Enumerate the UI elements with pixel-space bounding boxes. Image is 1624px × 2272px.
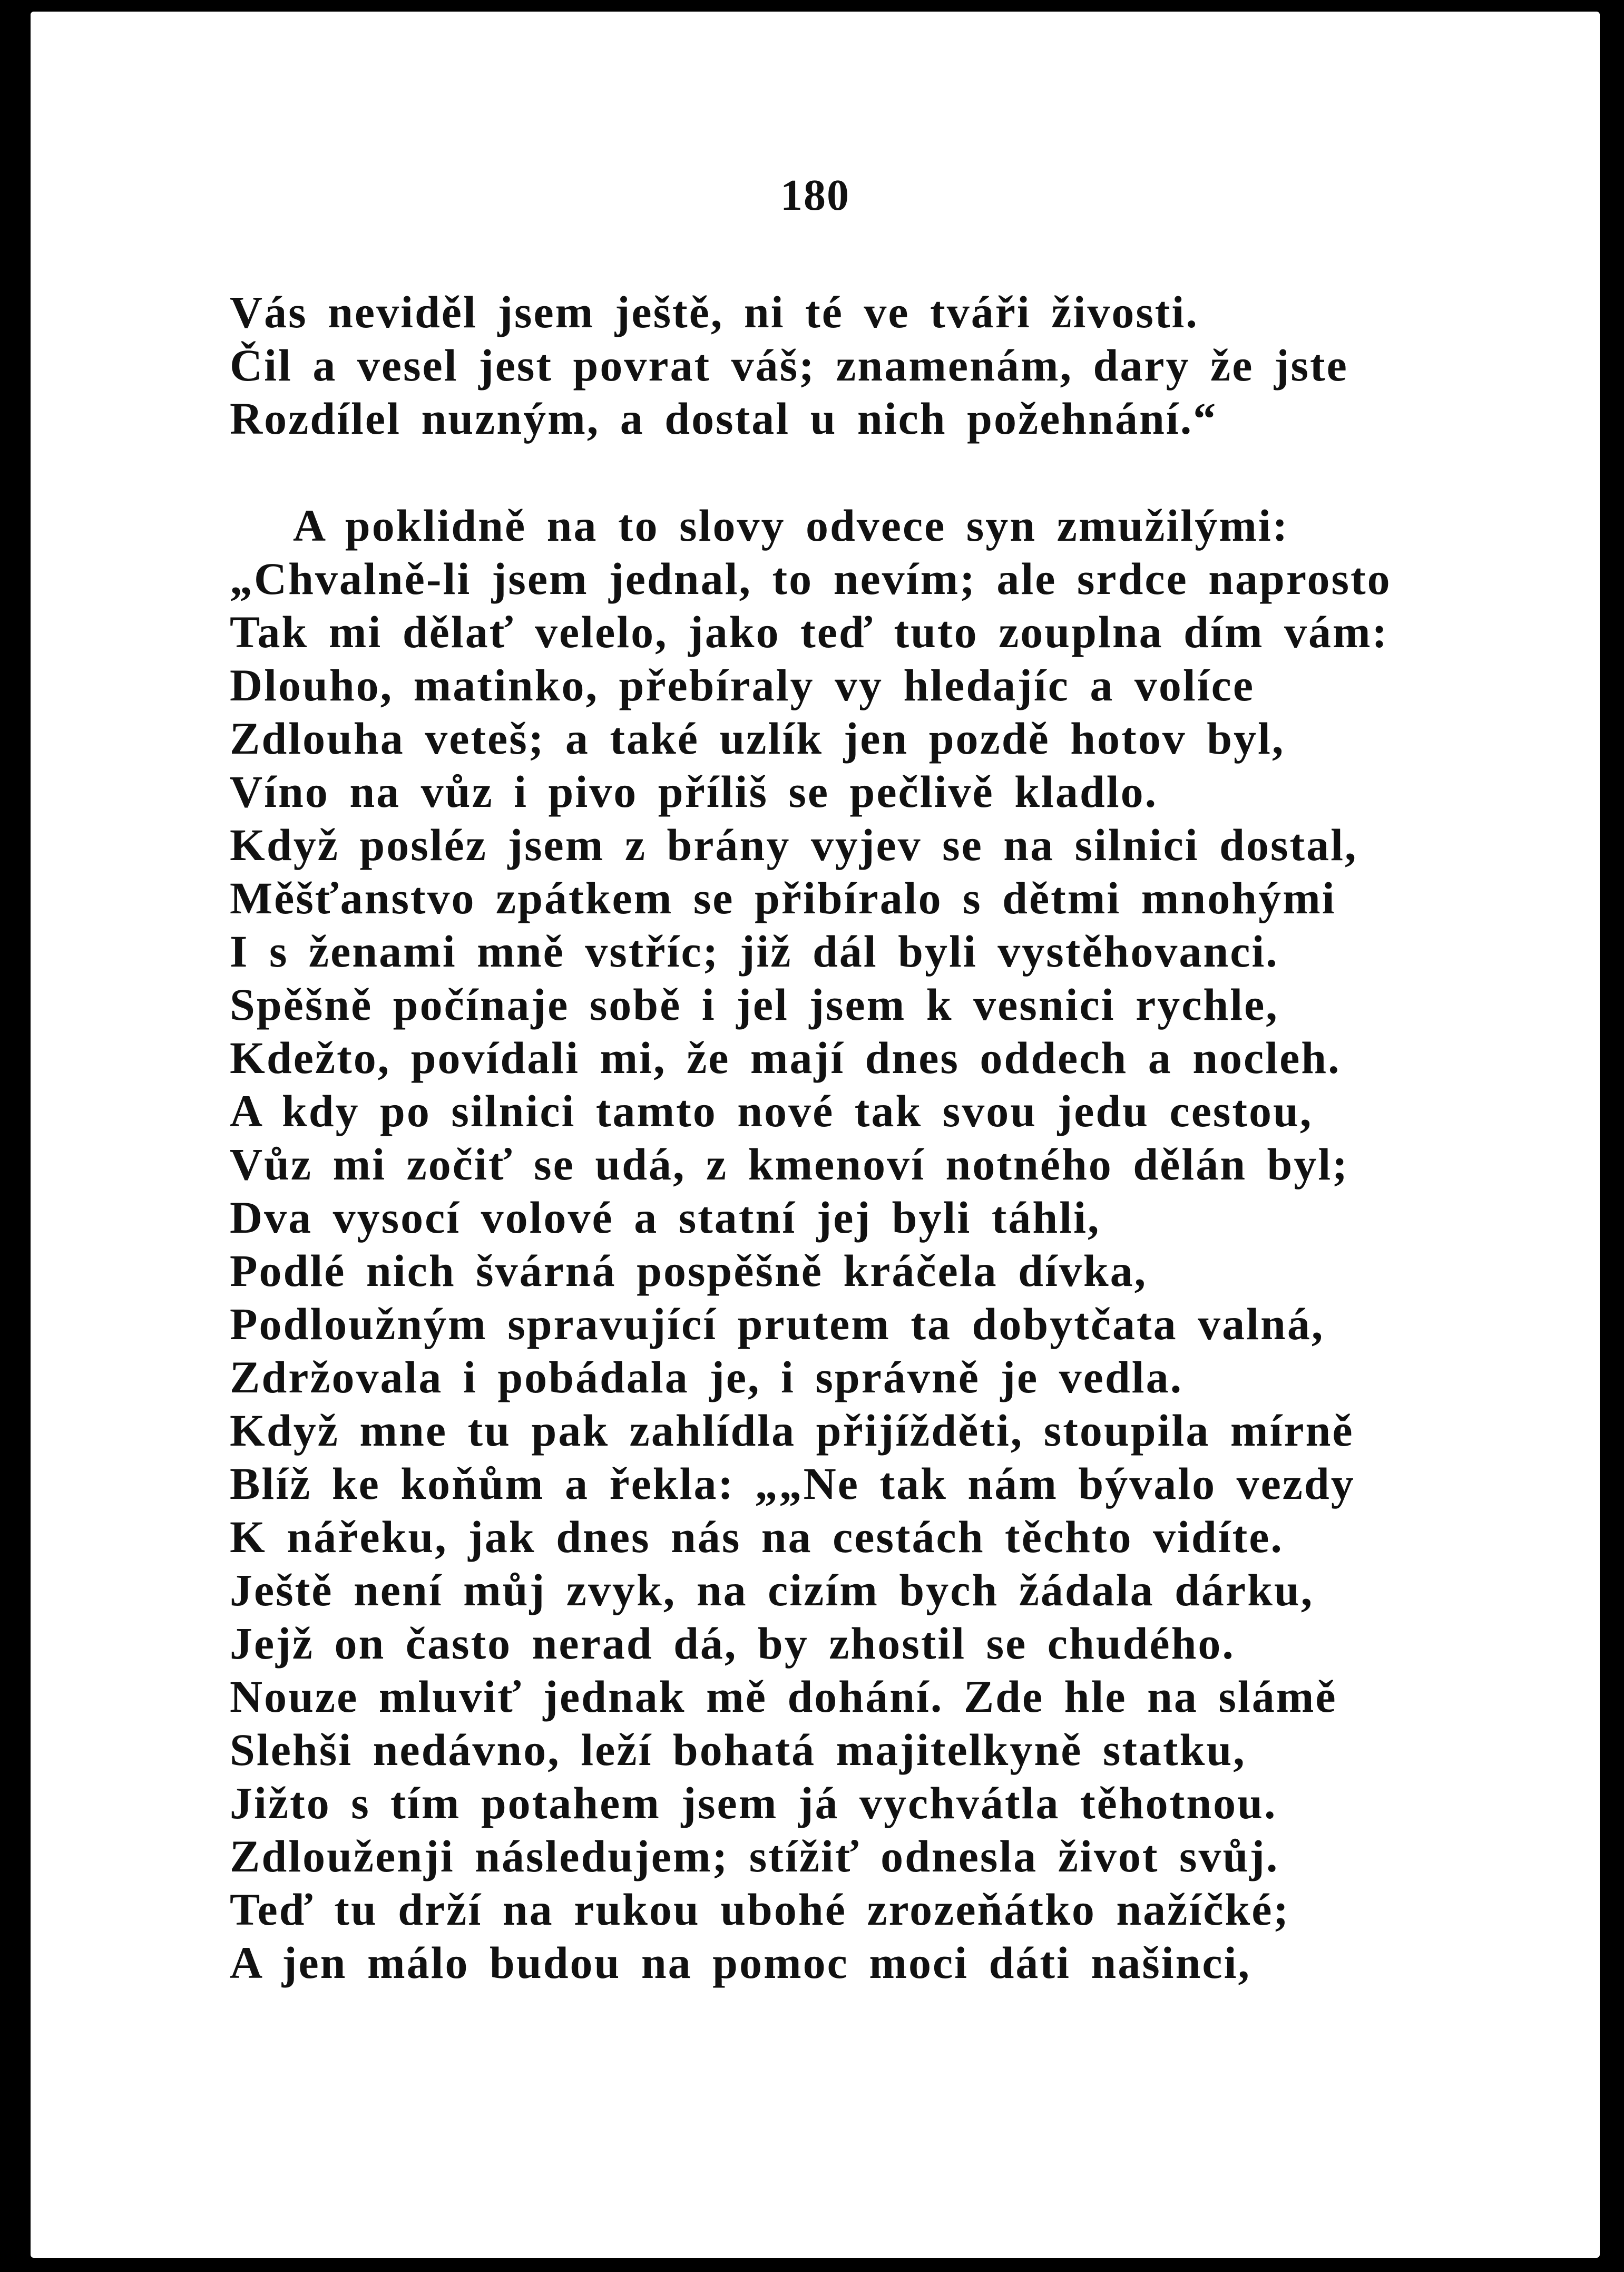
text-line: Ještě není můj zvyk, na cizím bych žádala dárku, [230,1565,1314,1615]
text-line: „Chvalně-li jsem jednal, to nevím; ale srdce naprosto [230,553,1392,604]
page-content [31,12,1600,2258]
text-line: Jižto s tím potahem jsem já vychvátla těhotnou. [230,1778,1277,1828]
text-line: A jen málo budou na pomoc moci dáti našinci, [230,1937,1251,1988]
text-line: I s ženami mně vstříc; již dál byli vystěhovanci. [230,926,1279,977]
text-line: Dlouho, matinko, přebíraly vy hledajíc a volíce [230,660,1255,710]
text-line: Zdlouha veteš; a také uzlík jen pozdě hotov byl, [230,713,1285,764]
text-line: A poklidně na to slovy odvece syn zmužilými: [293,500,1289,551]
text-line: Čil a vesel jest povrat váš; znamenám, dary že jste [230,340,1348,391]
text-line: Rozdílel nuzným, a dostal u nich požehnání.“ [230,393,1218,444]
text-line: Zdlouženji následujem; stížiť odnesla život svůj. [230,1831,1279,1881]
text-line: Vůz mi zočiť se udá, z kmenoví notného dělán byl; [230,1139,1349,1189]
text-line: Podlé nich švárná pospěšně kráčela dívka, [230,1245,1148,1296]
text-line: Vás neviděl jsem ještě, ni té ve tváři živosti. [230,287,1199,337]
text-line: Jejž on často nerad dá, by zhostil se chudého. [230,1618,1235,1669]
text-line: Spěšně počínaje sobě i jel jsem k vesnici rychle, [230,979,1279,1030]
text-line: Tak mi dělať velelo, jako teď tuto zouplna dím vám: [230,607,1389,657]
text-line: Podloužným spravující prutem ta dobytčata valná, [230,1299,1325,1349]
book-page [31,12,1600,2258]
text-line: Nouze mluviť jednak mě dohání. Zde hle na slámě [230,1671,1337,1722]
text-line: K nářeku, jak dnes nás na cestách těchto vidíte. [230,1512,1284,1562]
text-line: A kdy po silnici tamto nové tak svou jedu cestou, [230,1086,1313,1136]
text-line: Blíž ke koňům a řekla: „„Ne tak nám bývalo vezdy [230,1458,1355,1509]
stanza-gap [230,445,1505,499]
poem-text [230,286,1505,1990]
text-line: Dva vysocí volové a statní jej byli táhli, [230,1192,1101,1243]
page-number: 180 [780,171,850,220]
text-line: Když mne tu pak zahlídla přijížděti, stoupila mírně [230,1405,1354,1456]
text-line: Kdežto, povídali mi, že mají dnes oddech a nocleh. [230,1032,1341,1083]
text-line: Teď tu drží na rukou ubohé zrozeňátko nažíčké; [230,1884,1290,1935]
text-line: Zdržovala i pobádala je, i správně je vedla. [230,1352,1183,1402]
text-line: Slehši nedávno, leží bohatá majitelkyně statku, [230,1724,1246,1775]
text-line: Když posléz jsem z brány vyjev se na silnici dostal, [230,820,1358,870]
text-line: Víno na vůz i pivo příliš se pečlivě kladlo. [230,766,1158,817]
text-line: Měšťanstvo zpátkem se přibíralo s dětmi mnohými [230,873,1336,923]
